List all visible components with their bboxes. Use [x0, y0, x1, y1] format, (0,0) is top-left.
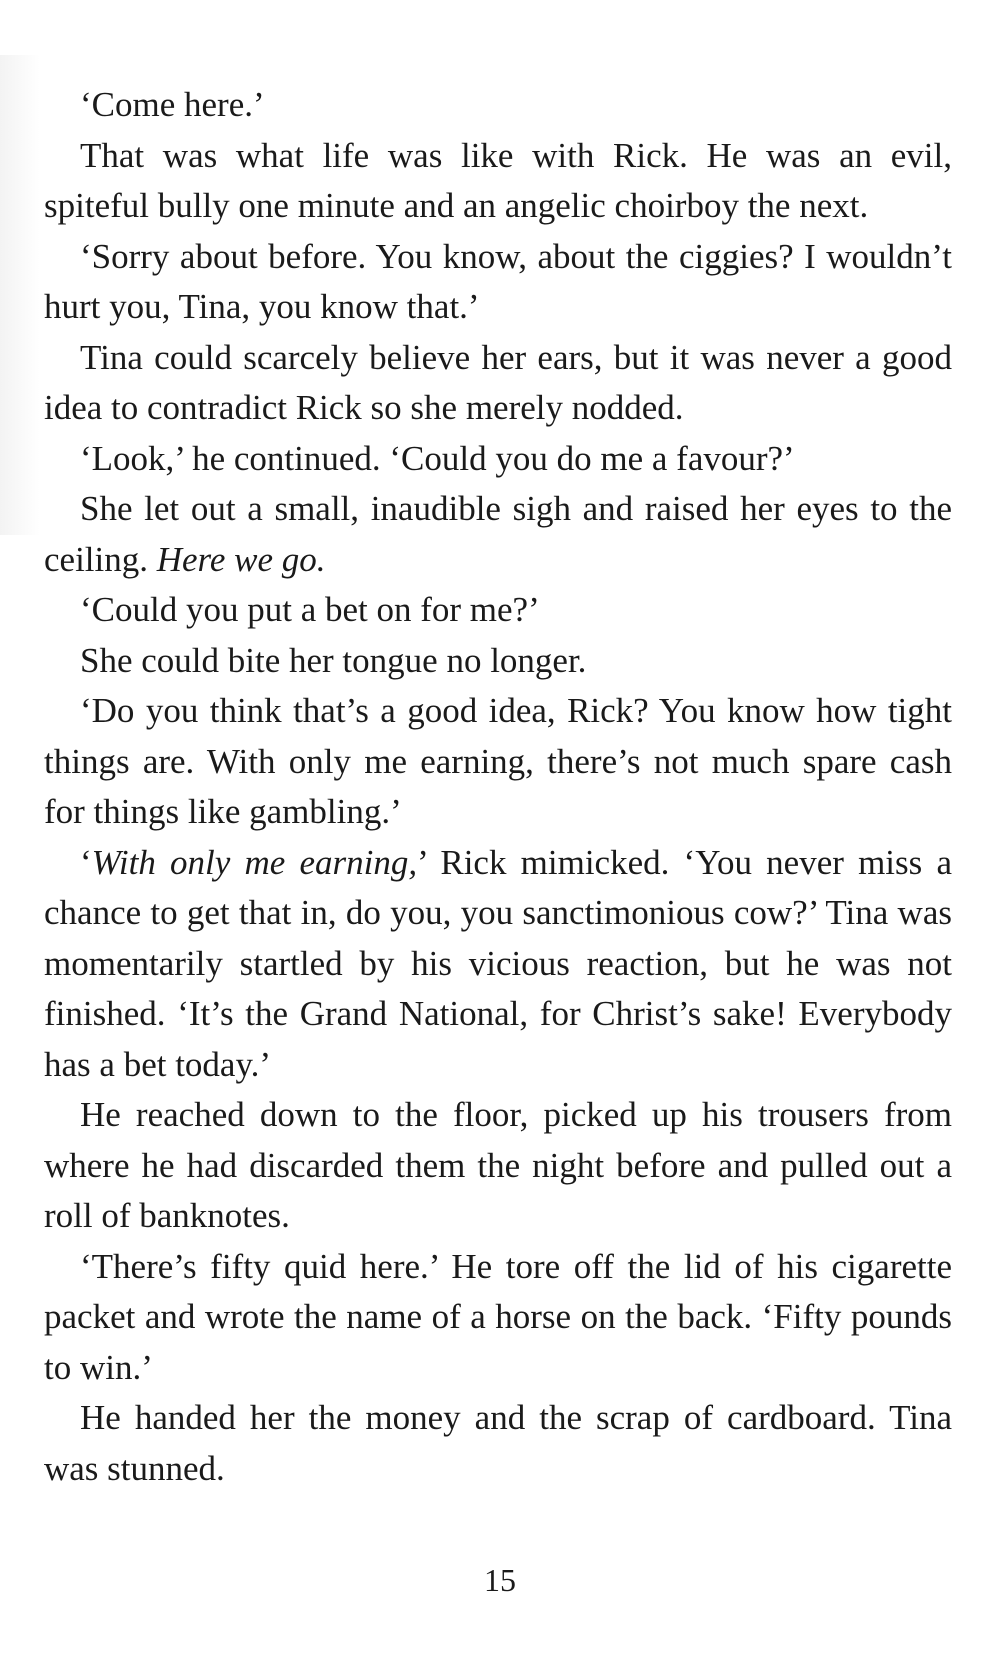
text-run: ‘Could you put a bet on for me?’ — [80, 590, 540, 629]
paragraph — [44, 686, 952, 838]
text-run: ’ Rick mimicked. ‘You never miss a chance to get that in, do you, you sanctimonious cow?’ Tina was momentarily startled by his vicious reaction, but he was not finished. ‘It’s the Grand National, for Christ’s sake! Everybody has a bet today.’ — [44, 842, 952, 1084]
text-run: ‘There’s fifty quid here.’ He tore off the lid of his cigarette packet and wrote the name of a horse on the back. ‘Fifty pounds to win.’ — [44, 1246, 952, 1387]
paragraph — [44, 232, 952, 333]
paragraph — [44, 484, 952, 585]
paragraph — [44, 1090, 952, 1242]
text-run: He handed her the money and the scrap of cardboard. Tina was stunned. — [44, 1398, 952, 1488]
paragraph — [44, 838, 952, 1091]
scan-shadow — [0, 55, 40, 535]
text-run: ‘Sorry about before. You know, about the ciggies? I wouldn’t hurt you, Tina, you know that.’ — [44, 236, 952, 326]
text-run: ‘ — [80, 842, 92, 882]
paragraph — [44, 1393, 952, 1494]
italic-text-run: With only me earning, — [91, 842, 418, 882]
text-run: She let out a small, inaudible sigh and raised her eyes to the ceiling. — [44, 489, 952, 579]
text-run: That was what life was like with Rick. He was an evil, spiteful bully one minute and an angelic choirboy the next. — [44, 135, 952, 225]
text-run: She could bite her tongue no longer. — [80, 640, 587, 680]
paragraph — [44, 636, 952, 687]
text-run: He reached down to the floor, picked up his trousers from where he had discarded them the night before and pulled out a roll of banknotes. — [44, 1095, 952, 1235]
paragraph — [44, 131, 952, 232]
text-run: ‘Do you think that’s a good idea, Rick? You know how tight things are. With only me earning, there’s not much spare cash for things like gambling.’ — [44, 691, 952, 831]
text-run: Tina could scarcely believe her ears, but it was never a good idea to contradict Rick so she merely nodded. — [44, 337, 952, 427]
page-number: 15 — [484, 1562, 516, 1598]
italic-text-run: Here we go. — [156, 539, 326, 579]
paragraph — [44, 333, 952, 434]
text-run: ‘Come here.’ — [80, 85, 265, 124]
paragraph — [44, 585, 952, 636]
paragraph — [44, 434, 952, 485]
paragraph — [44, 1242, 952, 1394]
text-run: ‘Look,’ he continued. ‘Could you do me a favour?’ — [80, 438, 795, 478]
body-text — [44, 80, 952, 1494]
paragraph — [44, 80, 952, 131]
